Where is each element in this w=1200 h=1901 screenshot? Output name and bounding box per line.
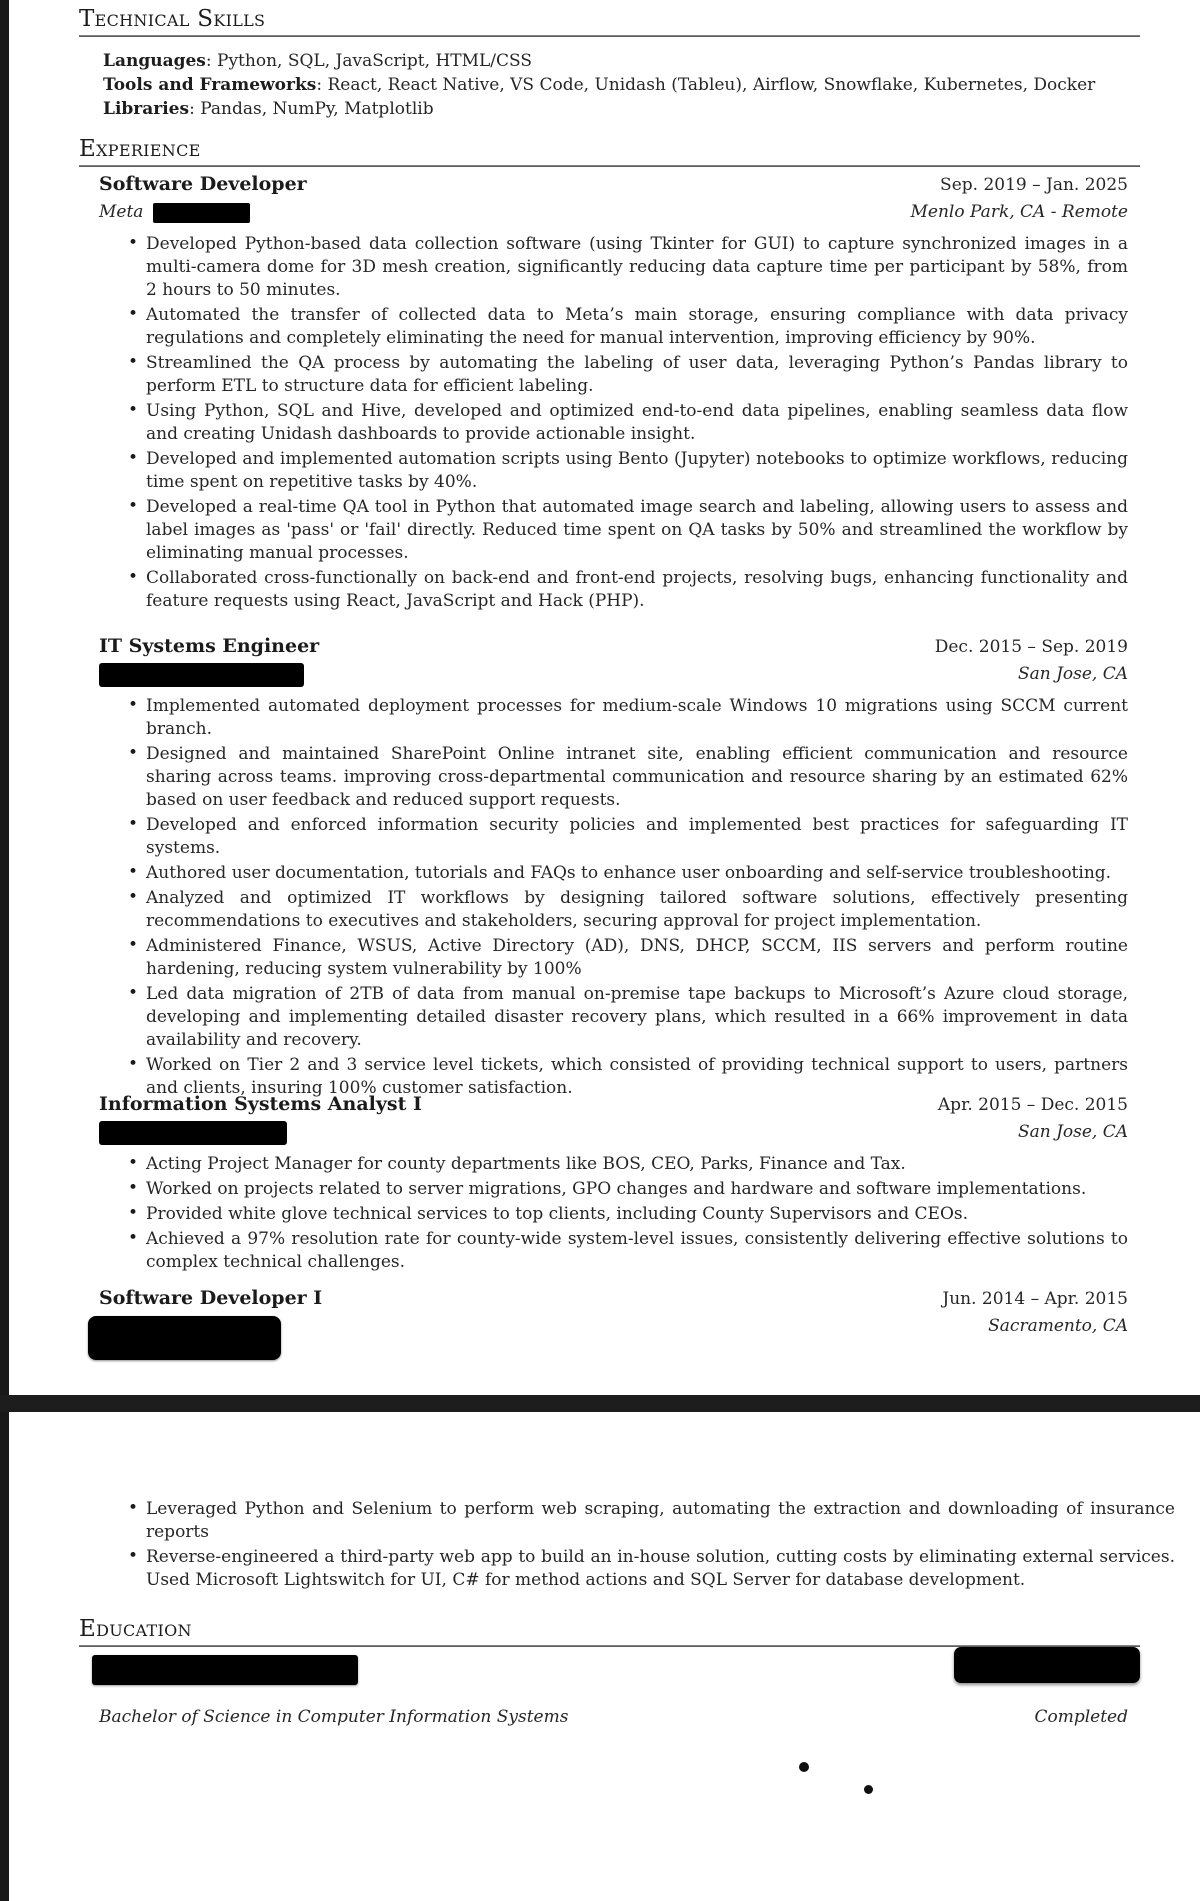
bullet-item: • Achieved a 97% resolution rate for county-wide system-level issues, consistently delivering effective solutions to complex technical challenges. [146, 1228, 1128, 1274]
skill-separator: : [316, 75, 328, 95]
skill-label: Libraries [103, 99, 190, 119]
bullet-item: • Worked on Tier 2 and 3 service level tickets, which consisted of providing technical support to users, partners and clients, insuring 100% customer satisfaction. [146, 1054, 1128, 1100]
skill-label: Tools and Frameworks [103, 75, 317, 95]
job-subheader [99, 1121, 1128, 1145]
job-title: IT Systems Engineer [99, 635, 320, 657]
job-it-systems-engineer [99, 634, 1128, 1102]
section-heading-experience: Experience [79, 136, 201, 162]
company-wrap [99, 201, 250, 224]
redacted-company [99, 1121, 287, 1145]
job-dates: Dec. 2015 – Sep. 2019 [934, 637, 1128, 657]
job-bullet-list [99, 695, 1128, 1100]
bullet-item: • Designed and maintained SharePoint Online intranet site, enabling efficient communication and resource sharing across teams. improving cross-departmental communication and resource sharing by an estimated 62% based on user feedback and reduced support requests. [146, 743, 1128, 812]
bullet-item: • Led data migration of 2TB of data from manual on-premise tape backups to Microsoft’s Azure cloud storage, developing and implementing detailed disaster recovery plans, which resulted in a 66% improvement in data availability and recovery. [146, 983, 1128, 1052]
bullet-item: • Analyzed and optimized IT workflows by designing tailored software solutions, effectively presenting recommendations to executives and stakeholders, securing approval for project implementation. [146, 887, 1128, 933]
bullet-item: • Using Python, SQL and Hive, developed and optimized end-to-end data pipelines, enabling seamless data flow and creating Unidash dashboards to provide actionable insight. [146, 400, 1128, 446]
job-information-systems-analyst [99, 1092, 1128, 1276]
redacted-company [88, 1316, 281, 1360]
bullet-item: • Leveraged Python and Selenium to perform web scraping, automating the extraction and downloading of insurance reports [146, 1498, 1175, 1544]
redacted-company [99, 663, 304, 687]
skill-value: React, React Native, VS Code, Unidash (Tableu), Airflow, Snowflake, Kubernetes, Docker [327, 75, 1096, 95]
skill-line-languages [103, 49, 1140, 73]
redacted-company-suffix [153, 203, 250, 223]
job-title: Information Systems Analyst I [99, 1093, 422, 1115]
job-title: Software Developer [99, 173, 307, 195]
skill-value: Pandas, NumPy, Matplotlib [200, 99, 434, 119]
redacted-graduation-info [954, 1647, 1140, 1683]
bullet-item: • Developed and enforced information security policies and implemented best practices for safeguarding IT systems. [146, 814, 1128, 860]
section-rule [79, 165, 1140, 167]
page-break-gap [0, 1395, 1200, 1412]
job-subheader [99, 663, 1128, 687]
bullet-item: • Developed Python-based data collection software (using Tkinter for GUI) to capture synchronized images in a multi-camera dome for 3D mesh creation, significantly reducing data capture time per participant by 58%, from 2 hours to 50 minutes. [146, 233, 1128, 302]
skills-list [79, 49, 1140, 121]
section-experience [79, 136, 1140, 167]
section-education [79, 1616, 1140, 1729]
job-dates: Jun. 2014 – Apr. 2015 [942, 1289, 1128, 1309]
section-rule [79, 35, 1140, 37]
skill-value: Python, SQL, JavaScript, HTML/CSS [217, 51, 533, 71]
job-location: Menlo Park, CA - Remote [910, 202, 1128, 222]
job-software-developer [99, 172, 1128, 615]
skill-line-libraries [103, 97, 1140, 121]
bullet-item: • Administered Finance, WSUS, Active Directory (AD), DNS, DHCP, SCCM, IIS servers and perform routine hardening, reducing system vulnerability by 100% [146, 935, 1128, 981]
degree-status: Completed [1034, 1707, 1128, 1727]
job-location: San Jose, CA [1017, 664, 1128, 684]
job-bullet-list [99, 233, 1128, 613]
job-bullet-list-continued [99, 1498, 1175, 1594]
bullet-item: • Automated the transfer of collected data to Meta’s main storage, ensuring compliance with data privacy regulations and completely eliminating the need for manual intervention, improving efficiency by 90%. [146, 304, 1128, 350]
bullet-item: • Streamlined the QA process by automating the labeling of user data, leveraging Python’s Pandas library to perform ETL to structure data for efficient labeling. [146, 352, 1128, 398]
bullet-item: • Developed a real-time QA tool in Python that automated image search and labeling, allowing users to assess and label images as 'pass' or 'fail' directly. Reduced time spent on QA tasks by 50% and streamlined the workflow by eliminating manual processes. [146, 496, 1128, 565]
job-header [99, 172, 1128, 197]
artifact-dot [799, 1762, 809, 1772]
company-name: Meta [99, 202, 144, 222]
degree-name: Bachelor of Science in Computer Information Systems [99, 1707, 569, 1727]
section-heading-education: Education [79, 1616, 192, 1642]
education-degree-row [79, 1706, 1140, 1729]
section-heading-skills: Technical Skills [79, 6, 266, 32]
job-dates: Apr. 2015 – Dec. 2015 [937, 1095, 1128, 1115]
skill-line-tools [103, 73, 1140, 97]
job-header [99, 1092, 1128, 1117]
redacted-institution [92, 1655, 358, 1685]
bullet-item: • Developed and implemented automation scripts using Bento (Jupyter) notebooks to optimize workflows, reducing time spent on repetitive tasks by 40%. [146, 448, 1128, 494]
job-dates: Sep. 2019 – Jan. 2025 [940, 175, 1128, 195]
bullet-item: • Provided white glove technical services to top clients, including County Supervisors and CEOs. [146, 1203, 1128, 1226]
artifact-dot [864, 1785, 873, 1794]
viewer-left-edge-bar [0, 0, 9, 1901]
bullet-item: • Acting Project Manager for county departments like BOS, CEO, Parks, Finance and Tax. [146, 1153, 1128, 1176]
bullet-item: • Reverse-engineered a third-party web app to build an in-house solution, cutting costs by eliminating external services. Used Microsoft Lightswitch for UI, C# for method actions and SQL Server for database development. [146, 1546, 1175, 1592]
bullet-item: • Collaborated cross-functionally on back-end and front-end projects, resolving bugs, enhancing functionality and feature requests using React, JavaScript and Hack (PHP). [146, 567, 1128, 613]
education-redacted-row [79, 1655, 1140, 1692]
skill-label: Languages [103, 51, 206, 71]
bullet-item: • Implemented automated deployment processes for medium-scale Windows 10 migrations using SCCM current branch. [146, 695, 1128, 741]
job-title: Software Developer I [99, 1287, 323, 1309]
skill-separator: : [205, 51, 218, 71]
bullet-item: • Authored user documentation, tutorials and FAQs to enhance user onboarding and self-service troubleshooting. [146, 862, 1128, 885]
job-location: San Jose, CA [1017, 1122, 1128, 1142]
job-header [99, 634, 1128, 659]
job-software-developer-1 [99, 1286, 1128, 1339]
job-bullet-list [99, 1153, 1128, 1274]
job-location: Sacramento, CA [988, 1316, 1128, 1336]
job-header [99, 1286, 1128, 1311]
job-subheader [99, 201, 1128, 225]
skill-separator: : [189, 99, 201, 119]
bullet-item: • Worked on projects related to server migrations, GPO changes and hardware and software implementations. [146, 1178, 1128, 1201]
section-technical-skills [79, 6, 1140, 121]
